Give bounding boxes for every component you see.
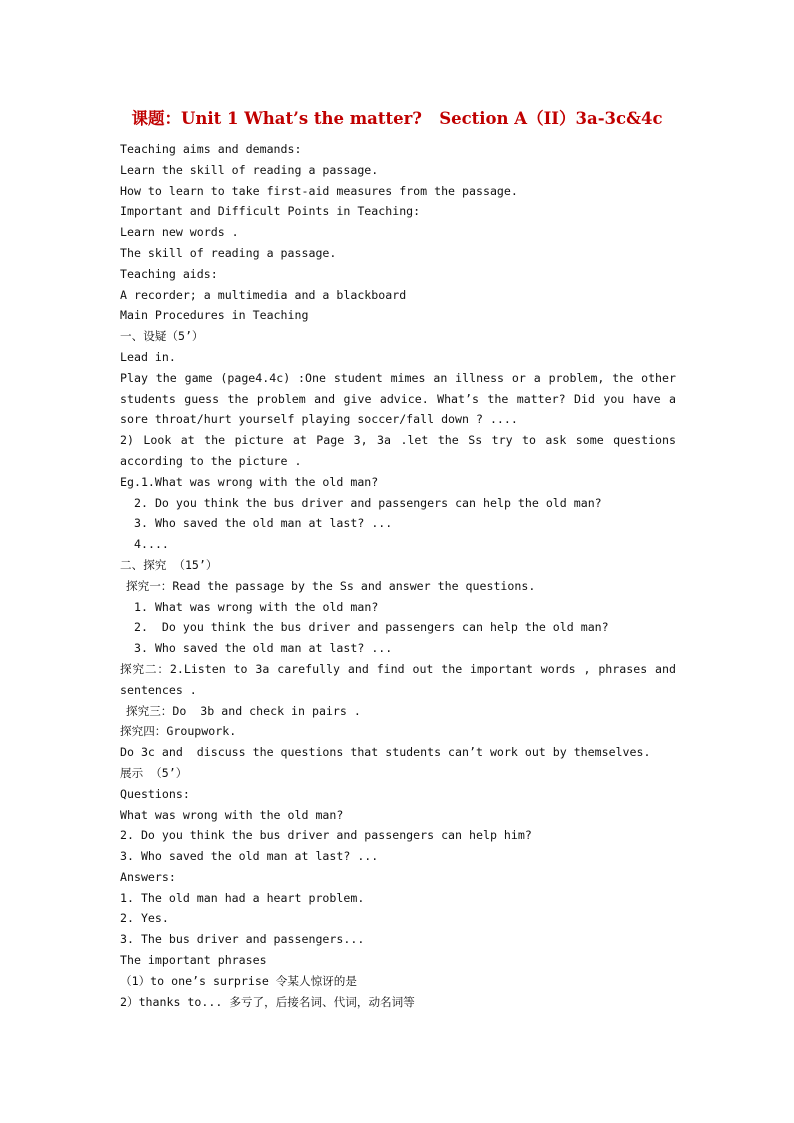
section-heading: 展示 （5’） <box>120 765 188 780</box>
text-line: Teaching aims and demands: <box>120 142 302 156</box>
text-line: The important phrases <box>120 953 267 968</box>
text-line: 2）thanks to... 多亏了，后接名词、代词，动名词等 <box>120 994 415 1009</box>
text-line: 探究四：Groupwork. <box>120 724 237 739</box>
paragraph: Play the game (page4.4c) :One student mimes an illness or a problem, the other students guess the problem and give advice. What’s the matter? Did you have a sore throat/hurt yourself playing soccer/fall down ? .... <box>120 370 676 427</box>
text-line: Learn new words . <box>120 225 239 240</box>
text-line: Important and Difficult Points in Teaching: <box>120 204 421 219</box>
text-line: 2. Do you think the bus driver and passengers can help him? <box>120 828 532 843</box>
text-line: 4.... <box>134 537 169 552</box>
text-line: Answers: <box>120 869 176 884</box>
text-line: 2. Do you think the bus driver and passengers can help the old man? <box>134 620 609 635</box>
text-line: Teaching aids: <box>120 266 218 281</box>
paragraph: 探究二：2.Listen to 3a carefully and find out the important words , phrases and sentences . <box>120 661 676 697</box>
text-line: 探究三：Do 3b and check in pairs . <box>126 703 361 718</box>
text-line: 2. Yes. <box>120 911 169 926</box>
text-line: 2. Do you think the bus driver and passengers can help the old man? <box>134 495 602 510</box>
lesson-body <box>120 139 676 1012</box>
text-line: 3. Who saved the old man at last? ... <box>120 849 379 864</box>
text-line: The skill of reading a passage. <box>120 245 337 260</box>
text-line: 3. Who saved the old man at last? ... <box>134 516 393 531</box>
text-line: Eg.1.What was wrong with the old man? <box>120 474 379 489</box>
text-line: Questions: <box>120 786 190 801</box>
section-heading: 二、探究 （15’） <box>120 557 218 572</box>
text-line: Lead in. <box>120 349 176 364</box>
text-line: 3. Who saved the old man at last? ... <box>134 641 393 656</box>
text-line: 探究一：Read the passage by the Ss and answer the questions. <box>126 578 536 593</box>
text-line: （1）to one’s surprise 令某人惊讶的是 <box>120 973 357 988</box>
text-line: A recorder; a multimedia and a blackboard <box>120 287 407 302</box>
paragraph: 2) Look at the picture at Page 3, 3a .let the Ss try to ask some questions according to the picture . <box>120 433 676 468</box>
section-heading: 一、设疑（5’） <box>120 329 204 344</box>
lesson-title: 课题：Unit 1 What’s the matter? Section A（II）3a-3c&4c <box>131 109 663 128</box>
text-line: 3. The bus driver and passengers... <box>120 932 365 947</box>
text-line: How to learn to take first-aid measures from the passage. <box>120 183 518 198</box>
text-line: 1. What was wrong with the old man? <box>134 599 379 614</box>
text-line: What was wrong with the old man? <box>120 807 344 822</box>
text-line: Main Procedures in Teaching <box>120 308 309 323</box>
text-line: 1. The old man had a heart problem. <box>120 890 365 905</box>
text-line: Do 3c and discuss the questions that students can’t work out by themselves. <box>120 745 651 760</box>
text-line: Learn the skill of reading a passage. <box>120 162 379 177</box>
